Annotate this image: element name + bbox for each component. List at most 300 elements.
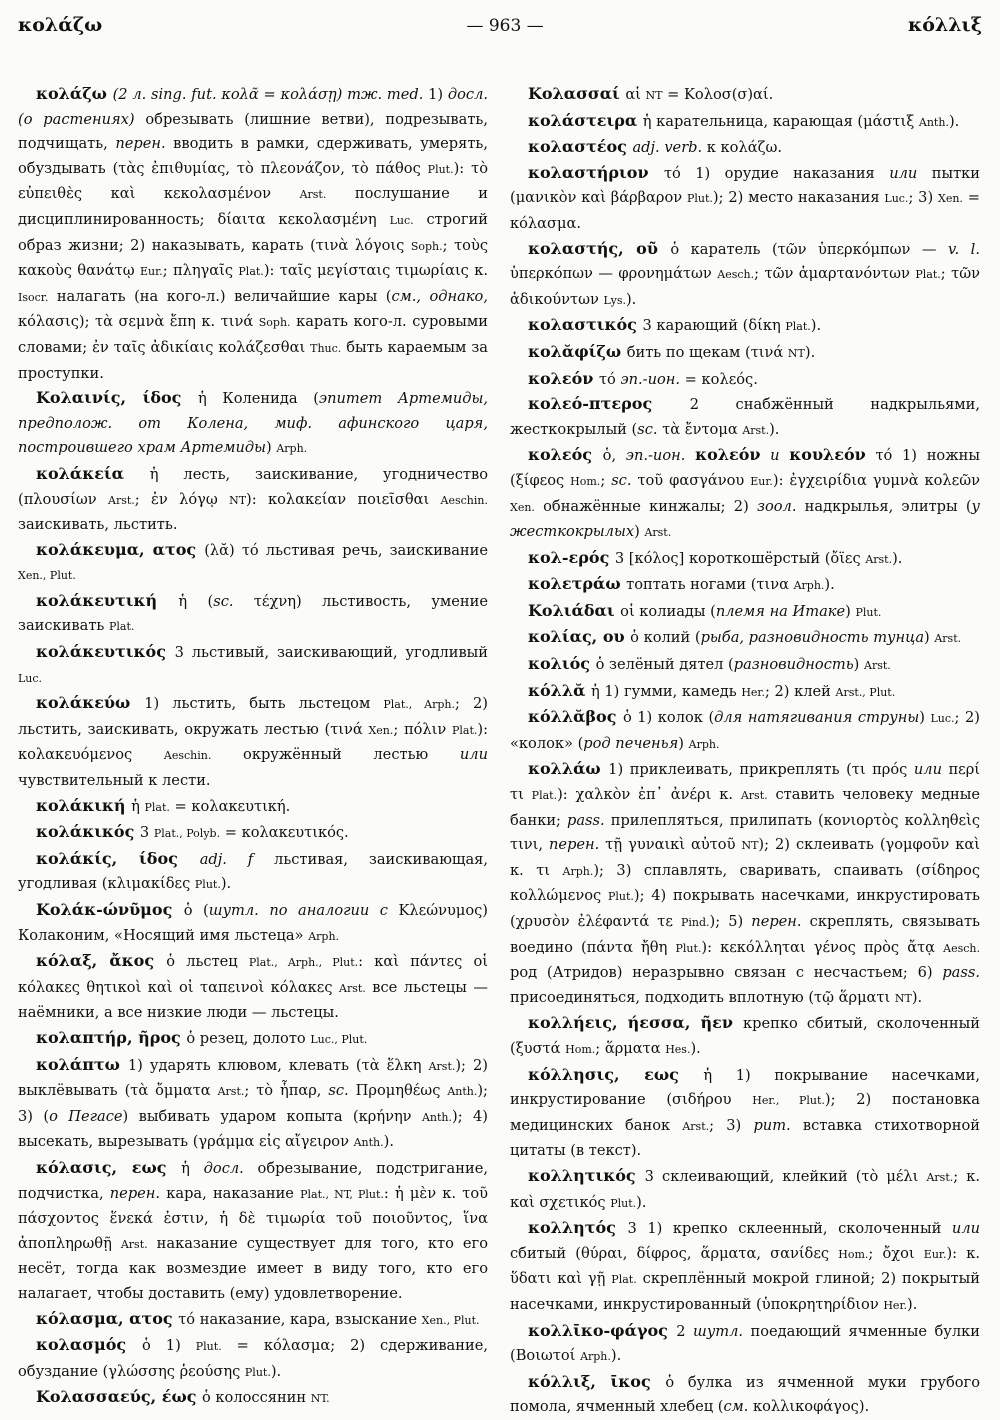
entry-text: = κόλασμα; 2) сдерживание, обуздание (γλώσσης ῥεούσης	[18, 1337, 488, 1380]
entry-headword: κολάπτω	[36, 1054, 128, 1074]
entry-text: NT.	[310, 1392, 330, 1406]
entry-text: Plut.	[244, 1365, 271, 1379]
entry-text: ὁ резец, долото	[186, 1029, 311, 1047]
entry-text: NT	[894, 991, 912, 1005]
entry-text: = κολακευτική.	[169, 797, 291, 815]
entry-text: ; τῶν ἁμαρτανόντων	[754, 265, 916, 283]
entry-text: τό 1) орудие наказания	[663, 164, 890, 182]
dictionary-entry	[18, 589, 488, 640]
entry-text: τό наказание, кара, взыскание	[178, 1310, 422, 1328]
entry-text: ); 4) покрывать насечками, инкрустировать (χρυσὸν ἐλέφαντά τε	[510, 887, 980, 930]
entry-text: Arph.	[793, 579, 825, 593]
entry-text: adj. f	[199, 850, 254, 868]
entry-text: ); 5)	[709, 913, 752, 930]
entry-text: род (Атридов) неразрывно связан с несчастьем; 6)	[510, 964, 943, 982]
entry-text: = κολεός.	[680, 370, 758, 388]
entry-text: : ἡ μὲν κ. τοῦ πάσχοντος ἕνεκά ἐστιν, ἡ δὲ τιμωρία τοῦ ποιοῦντος, ἵνα ἀποπληρωθῇ	[18, 1184, 488, 1252]
entry-text: Plut.	[194, 878, 221, 892]
entry-text: род печенья	[583, 734, 679, 752]
entry-text: v. l.	[948, 240, 980, 258]
entry-text: περί τι	[510, 761, 980, 804]
entry-text: Arph.	[580, 1350, 611, 1364]
dictionary-entry	[18, 794, 488, 821]
dictionary-entry	[510, 313, 980, 340]
entry-text: шутл. по аналогии с	[208, 902, 388, 919]
entry-headword: κολλητικός	[528, 1165, 645, 1185]
entry-text: Plat.	[611, 1273, 637, 1287]
entry-text: ).	[892, 549, 903, 567]
dictionary-entry	[510, 705, 980, 757]
entry-text: см.	[723, 1398, 749, 1416]
entry-text: перен.	[549, 836, 600, 854]
entry-text: Soph.	[258, 316, 291, 330]
entry-text: ἡ	[131, 797, 145, 815]
entry-text: ).	[610, 1347, 622, 1365]
column-right	[510, 82, 980, 1420]
entry-headword: κολεόν	[528, 368, 599, 388]
entry-text: = κολακευτικός.	[220, 824, 349, 842]
entry-text: ὁ 1) колок (	[622, 709, 715, 727]
dictionary-entry	[510, 572, 980, 599]
entry-text: sc.	[328, 1082, 349, 1100]
entry-text: ): κ. ὕδατι καὶ γῇ	[510, 1244, 981, 1288]
entry-text: Arst.	[299, 188, 327, 202]
entry-text: строгий образ жизни; 2) наказывать, карать (τινὰ λόγοις	[18, 210, 488, 254]
entry-text: τοῦ φασγάνου	[631, 471, 751, 489]
entry-text: )	[266, 439, 277, 457]
entry-text: ).	[220, 875, 232, 893]
entry-text: Eur.	[750, 474, 773, 488]
entry-text: ): χαλκὸν ἐπ᾽ ἀνέρι κ.	[557, 786, 741, 804]
entry-text: = Κολοσ(σ)αί.	[662, 86, 774, 103]
entry-text: или	[889, 164, 918, 182]
entry-text: sc.	[213, 592, 234, 610]
entry-text: рит.	[753, 1116, 791, 1134]
entry-headword: κολάκευμα, ατος	[36, 539, 205, 559]
entry-headword: κολᾰφίζω	[528, 341, 627, 361]
entry-text: чувствительный к лести.	[18, 772, 211, 790]
entry-text: )	[845, 602, 856, 620]
entry-text: 3	[139, 824, 154, 842]
entry-text: перен.	[115, 135, 166, 153]
running-head-left: κολάζω	[18, 14, 103, 36]
dictionary-entry	[18, 1156, 488, 1307]
entry-text: карать кого-л. суровыми словами; ἐν ταῖς ἀδικίαις κολάζεσθαι	[18, 313, 488, 356]
entry-text: ; τῶν ἀδικούντων	[510, 265, 980, 308]
entry-text	[685, 447, 695, 464]
page-header	[18, 14, 982, 54]
entry-text: ὁ,	[602, 447, 626, 465]
entry-text: племя на Итаке	[715, 602, 846, 620]
entry-text: )	[634, 523, 645, 541]
entry-text: ): κολακείαν ποιεῖσθαι	[246, 490, 441, 508]
entry-text	[780, 447, 790, 464]
entry-text: pass.	[567, 811, 605, 829]
entry-text: 3 карающий (δίκη	[642, 317, 786, 335]
dictionary-entry	[510, 1319, 980, 1370]
entry-text: Plat.	[451, 723, 478, 737]
entry-text: ; 2) клей	[764, 682, 836, 700]
entry-text: Arst.	[934, 632, 962, 646]
entry-text: и	[770, 447, 780, 465]
dictionary-entry	[18, 898, 488, 949]
entry-text: 3 склеивающий, клейкий (τὸ μέλι	[644, 1167, 927, 1185]
entry-text: топтать ногами (τινα	[626, 576, 794, 594]
entry-text: заискивать, льстить.	[18, 516, 178, 534]
entry-text: Hes.	[665, 1042, 691, 1056]
entry-headword: κολάστειρα	[528, 110, 643, 130]
entry-text: ἡ Коленида (	[198, 390, 319, 408]
entry-text: досл.	[203, 1159, 244, 1177]
entry-headword: κολαστέος	[528, 137, 633, 157]
entry-text: : καὶ πάντες οἱ κόλακες θητικοὶ καὶ οἱ ταπεινοὶ κόλακες	[18, 953, 488, 996]
entry-text: рыба, разновидность тунца	[700, 629, 925, 647]
entry-text: ; κ. καὶ σχετικός	[510, 1167, 981, 1211]
entry-text: ).	[804, 343, 816, 361]
entry-text: sc.	[637, 420, 658, 438]
entry-text: τό 1) ножны (ξίφεος	[510, 447, 980, 489]
entry-text: pass.	[942, 964, 980, 982]
dictionary-entry	[510, 161, 980, 237]
entry-text: к κολάζω.	[702, 139, 783, 157]
dictionary-entry	[510, 1164, 980, 1216]
entry-text: вставка стихотворной цитаты (в текст).	[510, 1116, 980, 1160]
dictionary-entry	[510, 1063, 980, 1164]
entry-headword: κολαστής, οῦ	[528, 238, 671, 258]
entry-text: ) выбивать ударом копыта (κρήνην	[122, 1107, 422, 1125]
entry-text: (2 л. sing. fut. κολᾶ = κολάσῃ) тж. med.	[112, 86, 424, 103]
entry-text: Pind.	[681, 916, 710, 929]
entry-headword: κόλασις, εως	[36, 1157, 182, 1177]
dictionary-entry	[510, 599, 980, 626]
entry-text: льстивая, заискивающая, угодливая (κλιμακίδες	[18, 850, 489, 893]
entry-text: Arst.	[217, 1085, 245, 1099]
entry-text: ): ἐγχειρίδια γυμνὰ κολεῶν	[772, 471, 981, 489]
entry-text: Plat.	[144, 800, 170, 814]
entry-text: наказание существует для того, кто его несёт, тогда как возмездие имеет в виду того, кто его налагает, чтобы доставить (ему) удовлетворение.	[18, 1234, 488, 1302]
entry-text: см., однако,	[391, 287, 488, 305]
entry-headword: κολαστικός	[528, 315, 643, 335]
dictionary-entry	[510, 1370, 980, 1420]
entry-text: ).	[625, 290, 637, 308]
entry-text: 1) льстить, быть льстецом	[144, 695, 384, 713]
entry-headword: κολετράω	[528, 574, 627, 594]
entry-headword: κολαπτήρ, ῆρος	[36, 1027, 187, 1047]
entry-text: Plut.	[427, 162, 454, 176]
entry-text: ); 3) (	[18, 1082, 488, 1125]
entry-text: Plut.	[610, 1196, 637, 1210]
entry-text: ; ἐν λόγῳ	[134, 490, 230, 508]
entry-headword: κολίας, ου	[528, 627, 631, 647]
entry-text: Plat.	[915, 268, 941, 282]
entry-text: или	[951, 1220, 981, 1238]
entry-text: ὁ каратель (τῶν ὑπερκόμπων —	[670, 240, 949, 258]
entry-text: Arph.	[562, 864, 594, 878]
entry-text: Arst.	[926, 1170, 954, 1184]
entry-text: 3 1) крепко склеенный, сколоченный	[627, 1220, 952, 1238]
entry-text: )	[919, 709, 931, 727]
dictionary-entry	[18, 820, 488, 847]
entry-text: )	[924, 629, 935, 647]
entry-text: эп.-ион.	[625, 447, 686, 465]
dictionary-entry	[510, 757, 980, 1011]
entry-headword: κολάκική	[36, 795, 132, 815]
entry-text: ).	[270, 1362, 282, 1380]
dictionary-entry	[18, 1053, 488, 1156]
entry-text: Arst.	[644, 526, 672, 540]
entry-headword: κολ-ερός	[528, 547, 615, 567]
entry-text: κόλασις); τὰ σεμνὰ ἔπη κ. τινά	[18, 313, 259, 331]
entry-text: зоол.	[757, 497, 797, 515]
entry-headword: κολάκευτική	[36, 590, 179, 610]
entry-text: 3 льстивый, заискивающий, угодливый	[174, 644, 489, 662]
dictionary-entry	[18, 691, 488, 793]
entry-text: поедающий ячменные булки (Βοιωτοί	[510, 1322, 980, 1365]
entry-text: Xen.	[937, 192, 963, 206]
entry-text: Xen., Plut.	[18, 569, 76, 583]
entry-text: или	[459, 746, 488, 764]
entry-text: ὁ колий (	[630, 629, 701, 647]
entry-text: ).	[907, 1295, 918, 1313]
entry-text: ὁ (	[183, 902, 209, 919]
running-head-right: κόλλιξ	[907, 14, 982, 36]
entry-text: налагать (на кого-л.) величайшие кары (	[48, 287, 392, 305]
entry-text: )	[853, 656, 865, 674]
entry-headword: κολλήεις, ήεσσα, ῆεν	[528, 1013, 744, 1033]
entry-text: ).	[824, 576, 835, 594]
dictionary-entry	[510, 340, 980, 367]
entry-text: 1) приклеивать, прикреплять (τι πρός	[608, 761, 914, 779]
entry-headword: κολεόν	[695, 445, 761, 465]
entry-text: Plat.	[108, 620, 135, 634]
entry-text: ; τὸ ἧπαρ,	[244, 1082, 329, 1100]
entry-text: Plat., Polyb.	[153, 827, 221, 841]
entry-text: Eur.	[923, 1247, 947, 1261]
entry-text: пытки (μανικὸν καὶ βάρβαρον	[510, 164, 981, 207]
entry-text: Anth.	[353, 1136, 384, 1150]
entry-text: Arph.	[688, 737, 720, 751]
dictionary-entry	[18, 847, 488, 898]
dictionary-entry	[510, 443, 980, 545]
page-number: — 963 —	[466, 16, 544, 36]
entry-text: или	[913, 761, 942, 779]
entry-text: ); 2) склеивать (γομφοῦν καὶ κ. τι	[510, 836, 980, 879]
entry-text: ставить человеку медные банки;	[510, 786, 980, 829]
entry-text: Arst.	[339, 981, 366, 995]
entry-text: 1) ударять клювом, клевать (τὰ ἕλκη	[127, 1056, 429, 1074]
dictionary-entry	[18, 82, 488, 386]
entry-text: Aesch.	[943, 941, 980, 955]
entry-text: Plat., NT, Plut.	[300, 1187, 384, 1201]
entry-text: Arst., Plut.	[835, 685, 896, 699]
entry-text: ; πληγαῖς	[162, 262, 239, 280]
entry-text: ὁ зелёный дятел (	[595, 656, 734, 674]
entry-text: τῇ γυναικὶ αὐτοῦ	[599, 836, 742, 854]
entry-text: Arst.	[428, 1059, 456, 1073]
entry-text: шутл.	[693, 1322, 744, 1340]
entry-text: 2 снабжённый надкрыльями, жесткокрылый (	[510, 396, 980, 438]
entry-text: Anth.	[447, 1085, 478, 1099]
entry-headword: κολάκίς, ίδος	[36, 848, 200, 868]
entry-text: ).	[636, 1193, 647, 1211]
entry-text: NT	[229, 493, 247, 507]
entry-headword: κολιός	[528, 654, 596, 674]
entry-headword: κόλλιξ, ῑκος	[528, 1371, 666, 1391]
entry-text: Anth.	[421, 1110, 452, 1124]
entry-text: Plut.	[675, 941, 702, 955]
entry-text: adj. verb.	[632, 139, 703, 157]
entry-text: Plat.	[785, 320, 811, 334]
entry-text: 1)	[423, 86, 448, 103]
dictionary-entry	[18, 1333, 488, 1385]
entry-headword: κόλαξ, ἄκος	[36, 951, 167, 971]
entry-headword: κουλεόν	[789, 445, 866, 465]
entry-text: τό	[598, 370, 621, 388]
entry-headword: κόλλᾰ	[528, 680, 591, 700]
entry-text: ; πόλιν	[393, 720, 452, 738]
entry-headword: Κολασσαί	[528, 84, 626, 103]
columns	[18, 82, 982, 1420]
entry-text: Xen.	[368, 723, 394, 737]
dictionary-entry	[510, 679, 980, 706]
entry-text: эп.-ион.	[620, 370, 681, 388]
entry-text: Thuc.	[310, 341, 342, 355]
entry-headword: κολάκευτικός	[36, 642, 175, 662]
entry-text: οἱ колиады (	[620, 602, 716, 620]
entry-text: αἱ	[625, 86, 646, 103]
entry-text: обрезывание, подстригание, подчистка,	[18, 1159, 488, 1202]
entry-text: (λᾰ) τό льстивая речь, заискивание	[204, 541, 488, 559]
entry-text: ; τοὺς κακοὺς θανάτῳ	[18, 236, 488, 280]
entry-text: Luc.	[884, 192, 909, 206]
entry-text: ; 3)	[908, 189, 938, 207]
entry-text: ; ἅρματα	[595, 1039, 666, 1057]
entry-text: ὁ булка из ячменной муки грубого помола, ячменный хлебец (	[510, 1373, 980, 1416]
entry-text: Plat., Arph.	[383, 698, 456, 712]
entry-text: Plat.	[238, 265, 264, 279]
dictionary-entry	[510, 652, 980, 679]
entry-text: о Пегасе	[49, 1107, 123, 1125]
entry-text: скреплять, связывать воедино (πάντα ἤθη	[510, 913, 980, 956]
entry-text: ὁ 1)	[142, 1337, 196, 1355]
entry-text: бить по щекам (τινά	[626, 343, 788, 361]
entry-text: ).	[690, 1039, 701, 1057]
dictionary-entry	[510, 1216, 980, 1318]
entry-text: NT	[787, 346, 805, 360]
entry-headword: Κολαινίς, ίδος	[36, 388, 199, 408]
entry-headword: κολλάω	[528, 759, 609, 779]
entry-text: τὰ ἔντομα	[657, 420, 743, 438]
entry-headword: κολλητός	[528, 1218, 628, 1238]
dictionary-entry	[510, 392, 980, 443]
entry-text: Luc., Plut.	[310, 1032, 368, 1046]
entry-text: Eur.	[140, 265, 163, 279]
entry-headword: κολάκεύω	[36, 693, 145, 713]
dictionary-entry	[18, 462, 488, 538]
entry-text: ἡ (	[178, 592, 214, 610]
entry-text: перен.	[109, 1184, 161, 1202]
entry-text: Plat., Arph., Plut.	[248, 956, 359, 970]
entry-text: Hom.	[565, 1042, 596, 1056]
entry-text: Plut.	[686, 192, 713, 206]
entry-text: ); 2) место наказания	[712, 189, 885, 207]
entry-text: Aesch.	[717, 268, 755, 282]
entry-text: ὁ колоссянин	[202, 1389, 311, 1407]
entry-text: Aeschin.	[440, 493, 488, 507]
entry-text: ἡ лесть, заискивание, угодничество (πλουσίων	[18, 465, 488, 508]
entry-text: ).	[911, 988, 923, 1006]
entry-text: Plut.	[195, 1340, 222, 1354]
entry-headword: κολάκεία	[36, 463, 150, 483]
entry-text: прилепляться, прилипать (κονιορτὸς κολληθεὶς τινι,	[510, 811, 980, 854]
entry-text: ἡ карательница, карающая (μάστιξ	[642, 112, 919, 130]
entry-text: ); 2) выклёвывать (τὰ ὄμματα	[18, 1056, 488, 1100]
entry-text: ).	[769, 420, 780, 438]
entry-text: Arst.	[740, 789, 768, 803]
entry-text: 3 [κόλος] короткошёрстый (ὄϊες	[614, 549, 866, 567]
entry-text: присоединяться, подходить вплотную (τῷ ἅρματι	[510, 988, 895, 1006]
entry-headword: Κολιάδαι	[528, 600, 621, 620]
dictionary-entry	[510, 1011, 980, 1062]
entry-text: Soph.	[410, 239, 443, 253]
entry-text: скреплённый мокрой глиной; 2) покрытый насечками, инкрустированный (ὑποκρητηρίδιον	[510, 1270, 981, 1313]
entry-text: ἡ 1) гумми, камедь	[590, 682, 742, 700]
entry-text: ; 2) льстить, заискивать, окружать лестью (τινά	[18, 695, 488, 738]
entry-text: Arst.	[682, 1119, 710, 1133]
entry-text: κολλικοφάγος).	[748, 1398, 870, 1416]
entry-text: эпитет Артемиды, предполож. от Колена, миф. афинского царя, построившего храм Артемиды	[18, 390, 488, 457]
dictionary-entry	[510, 109, 980, 136]
entry-text: Plut.	[855, 605, 882, 619]
entry-text: для натягивания струны	[714, 709, 920, 727]
entry-text: Luc.	[389, 213, 414, 227]
dictionary-entry	[510, 625, 980, 652]
entry-headword: κολεός	[528, 445, 603, 465]
entry-text: ); 4) высекать, вырезывать (γράμμα εἰς αἴγειρον	[18, 1107, 488, 1151]
entry-text: ἡ 1) покрывание насечками, инкрустирование (σιδήρου	[510, 1066, 980, 1109]
entry-text: ;	[600, 471, 612, 489]
entry-text: крепко сбитый, сколоченный (ξυστά	[510, 1015, 980, 1057]
entry-text: Plut.	[607, 890, 634, 904]
entry-headword: Κολασσαεύς, έως	[36, 1387, 202, 1407]
dictionary-entry	[18, 1385, 488, 1412]
entry-text: Arst.	[120, 1237, 148, 1251]
entry-headword: κόλασμα, ατος	[36, 1308, 179, 1328]
entry-text: Κλεώνυμος) Колаконим, «Носящий имя льстеца»	[18, 902, 488, 944]
entry-headword: Κολάκ-ώνῦμος	[36, 900, 184, 919]
entry-text: ): κεκόλληται γένος πρὸς ἄτᾳ	[701, 938, 944, 956]
entry-text: окружённый лестью	[211, 746, 460, 764]
entry-text: обнажённые кинжалы; 2)	[534, 497, 757, 515]
entry-text: ἡ	[181, 1159, 204, 1177]
entry-headword: κολεό-πτερος	[528, 394, 690, 414]
entry-text: сбитый (θύραι, δίφρος, ἅρματα, σανίδες	[510, 1244, 839, 1262]
entry-text: ): κολακευόμενος	[18, 720, 488, 764]
entry-text: ; ὄχοι	[868, 1244, 924, 1262]
entry-text: вводить в рамки, сдерживать, умерять, обуздывать (τὰς ἐπιθυμίας, τὸ πλεονάζον, τὸ πάθος	[18, 135, 488, 177]
entry-text: ).	[948, 112, 960, 130]
dictionary-entry	[18, 949, 488, 1026]
entry-text: досл. (о растениях)	[18, 86, 489, 128]
entry-text: Arph.	[276, 442, 308, 456]
dictionary-entry	[18, 1026, 488, 1053]
entry-text: ): τὸ εὐπειθὲς καὶ κεκολασμένον	[18, 159, 488, 203]
dictionary-entry	[18, 1307, 488, 1334]
entry-headword: κόλλησις, εως	[528, 1064, 704, 1084]
entry-text: у жесткокрылых	[510, 497, 980, 541]
entry-text: обрезывать (лишние ветви), подрезывать, подчищать,	[18, 110, 488, 153]
entry-text: ὑπερκόπων — φρονημάτων	[510, 265, 718, 283]
